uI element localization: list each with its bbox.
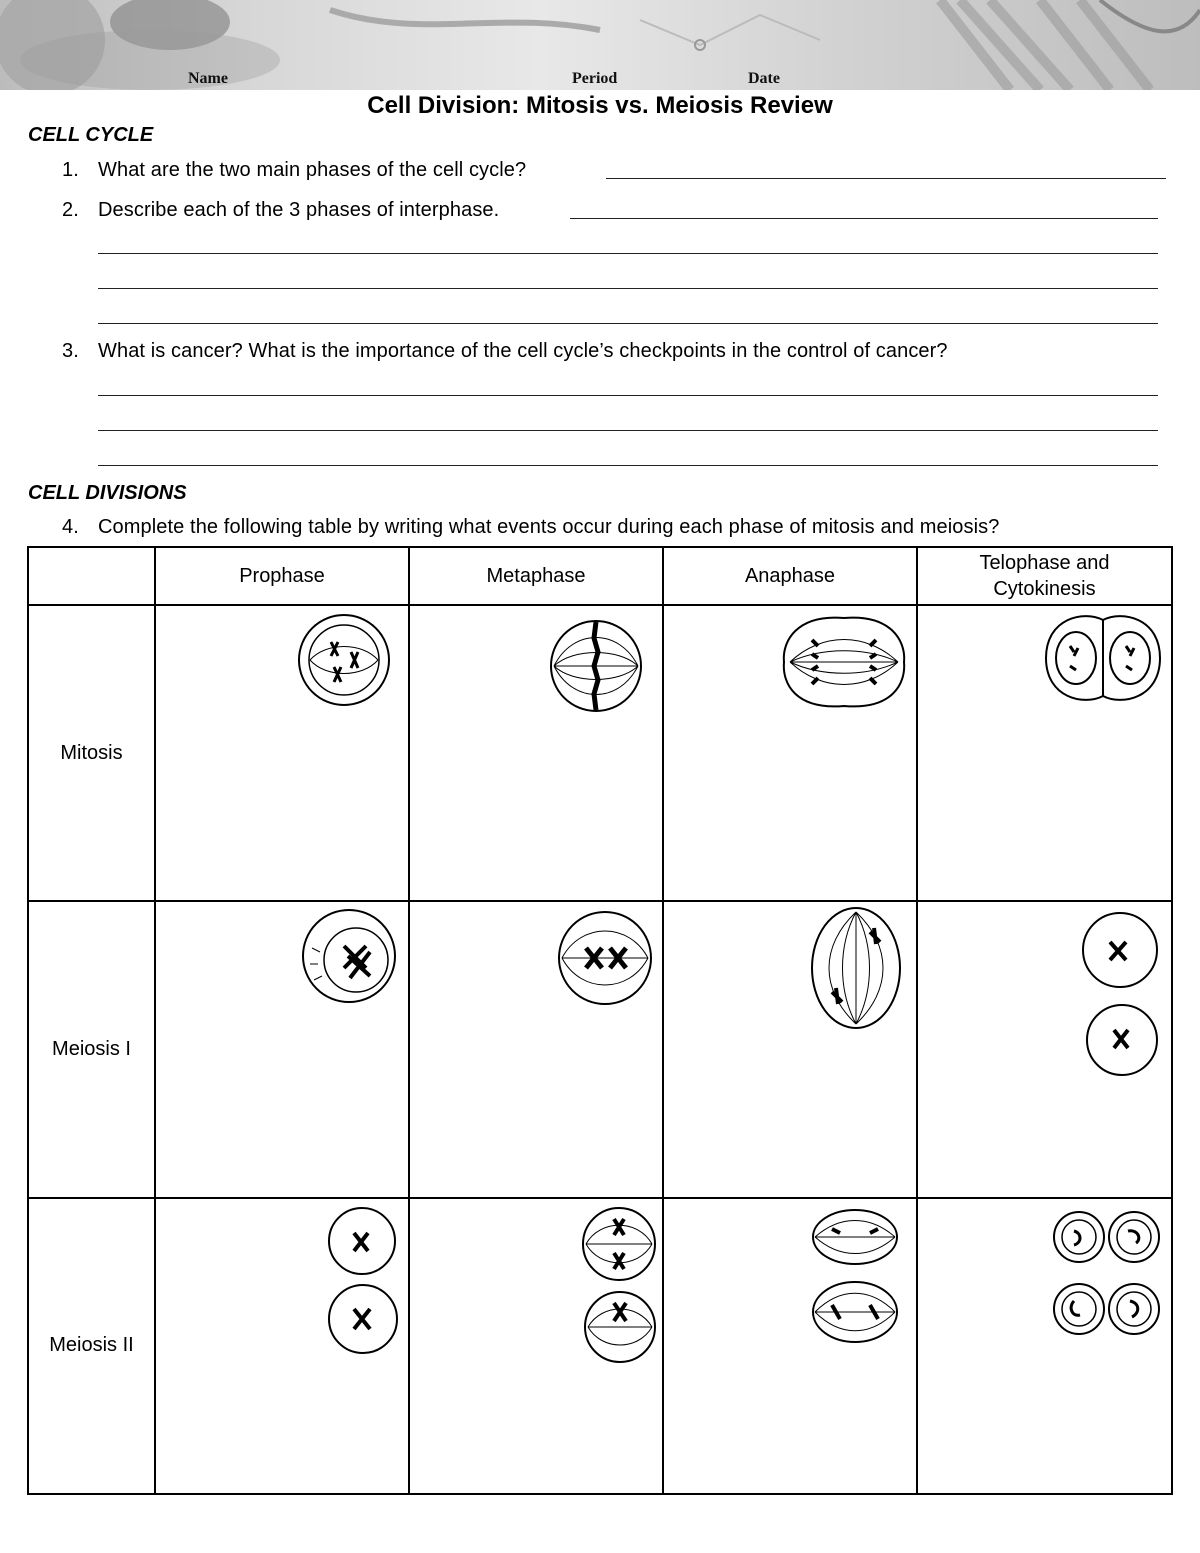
- answer-line[interactable]: [606, 178, 1166, 179]
- question-number: 3.: [62, 340, 79, 362]
- cell-diagram-meiosis-2-metaphase-bottom: [582, 1287, 658, 1367]
- column-header-metaphase: Metaphase: [409, 547, 663, 605]
- question-number: 1.: [62, 159, 79, 181]
- cell-diagram-meiosis-1-anaphase: [810, 906, 902, 1030]
- cell-diagram-meiosis-1-prophase: [300, 908, 398, 1004]
- cell-diagram-meiosis-1-metaphase: [556, 910, 654, 1006]
- page-title: Cell Division: Mitosis vs. Meiosis Review: [367, 92, 833, 119]
- answer-cell[interactable]: [663, 605, 917, 901]
- answer-line[interactable]: [570, 218, 1158, 219]
- question-number: 2.: [62, 199, 79, 221]
- period-label: Period: [572, 70, 618, 87]
- answer-cell[interactable]: [155, 901, 409, 1197]
- question-1: [62, 159, 526, 182]
- question-text: Complete the following table by writing what events occur during each phase of mitosis and meiosis?: [98, 516, 1000, 538]
- section-heading-cell-divisions: CELL DIVISIONS: [28, 482, 187, 504]
- answer-line[interactable]: [98, 323, 1158, 324]
- header-banner: [0, 0, 1200, 90]
- section-heading-cell-cycle: CELL CYCLE: [28, 124, 154, 146]
- cell-diagram-meiosis-2-metaphase-top: [580, 1205, 658, 1283]
- table-row-meiosis-2: [28, 1198, 1172, 1494]
- cell-diagram-meiosis-2-prophase-bottom: [326, 1281, 400, 1357]
- row-label-meiosis-1: Meiosis I: [28, 901, 155, 1197]
- answer-cell[interactable]: [409, 605, 663, 901]
- row-label-mitosis: Mitosis: [28, 605, 155, 901]
- cell-diagram-meiosis-2-telophase: [1052, 1209, 1164, 1337]
- answer-cell[interactable]: [409, 901, 663, 1197]
- question-number: 4.: [62, 516, 79, 538]
- cell-diagram-meiosis-2-anaphase-top: [810, 1207, 900, 1267]
- column-header-telophase: Telophase and Cytokinesis: [917, 547, 1172, 605]
- question-4: [62, 516, 999, 539]
- answer-cell[interactable]: [663, 901, 917, 1197]
- table-header-row: [28, 547, 1172, 605]
- question-3: [62, 340, 948, 363]
- answer-cell[interactable]: [663, 1198, 917, 1494]
- question-text: What is cancer? What is the importance of the cell cycle’s checkpoints in the control of cancer?: [98, 340, 948, 362]
- question-2: [62, 199, 499, 222]
- table-row-meiosis-1: [28, 901, 1172, 1197]
- cell-diagram-meiosis-2-anaphase-bottom: [810, 1279, 900, 1345]
- table-corner-cell: [28, 547, 155, 605]
- cell-diagram-meiosis-1-telophase-top: [1080, 910, 1160, 990]
- question-text: Describe each of the 3 phases of interphase.: [98, 199, 500, 221]
- answer-cell[interactable]: [155, 1198, 409, 1494]
- name-label: Name: [188, 70, 228, 87]
- answer-cell[interactable]: [155, 605, 409, 901]
- row-label-meiosis-2: Meiosis II: [28, 1198, 155, 1494]
- question-text: What are the two main phases of the cell cycle?: [98, 159, 527, 181]
- cell-diagram-meiosis-2-prophase-top: [326, 1205, 398, 1277]
- cell-diagram-mitosis-prophase: [296, 612, 392, 708]
- cell-diagram-mitosis-metaphase: [548, 618, 644, 714]
- answer-cell[interactable]: [917, 1198, 1172, 1494]
- cell-diagram-meiosis-1-telophase-bottom: [1084, 1002, 1160, 1078]
- answer-line[interactable]: [98, 288, 1158, 289]
- answer-line[interactable]: [98, 430, 1158, 431]
- column-header-prophase: Prophase: [155, 547, 409, 605]
- answer-line[interactable]: [98, 465, 1158, 466]
- cell-diagram-mitosis-telophase: [1044, 612, 1162, 704]
- answer-cell[interactable]: [917, 605, 1172, 901]
- answer-cell[interactable]: [917, 901, 1172, 1197]
- phase-table: [27, 546, 1173, 1495]
- answer-line[interactable]: [98, 253, 1158, 254]
- column-header-anaphase: Anaphase: [663, 547, 917, 605]
- cell-diagram-mitosis-anaphase: [782, 612, 906, 712]
- table-row-mitosis: [28, 605, 1172, 901]
- answer-cell[interactable]: [409, 1198, 663, 1494]
- answer-line[interactable]: [98, 395, 1158, 396]
- date-label: Date: [748, 70, 780, 87]
